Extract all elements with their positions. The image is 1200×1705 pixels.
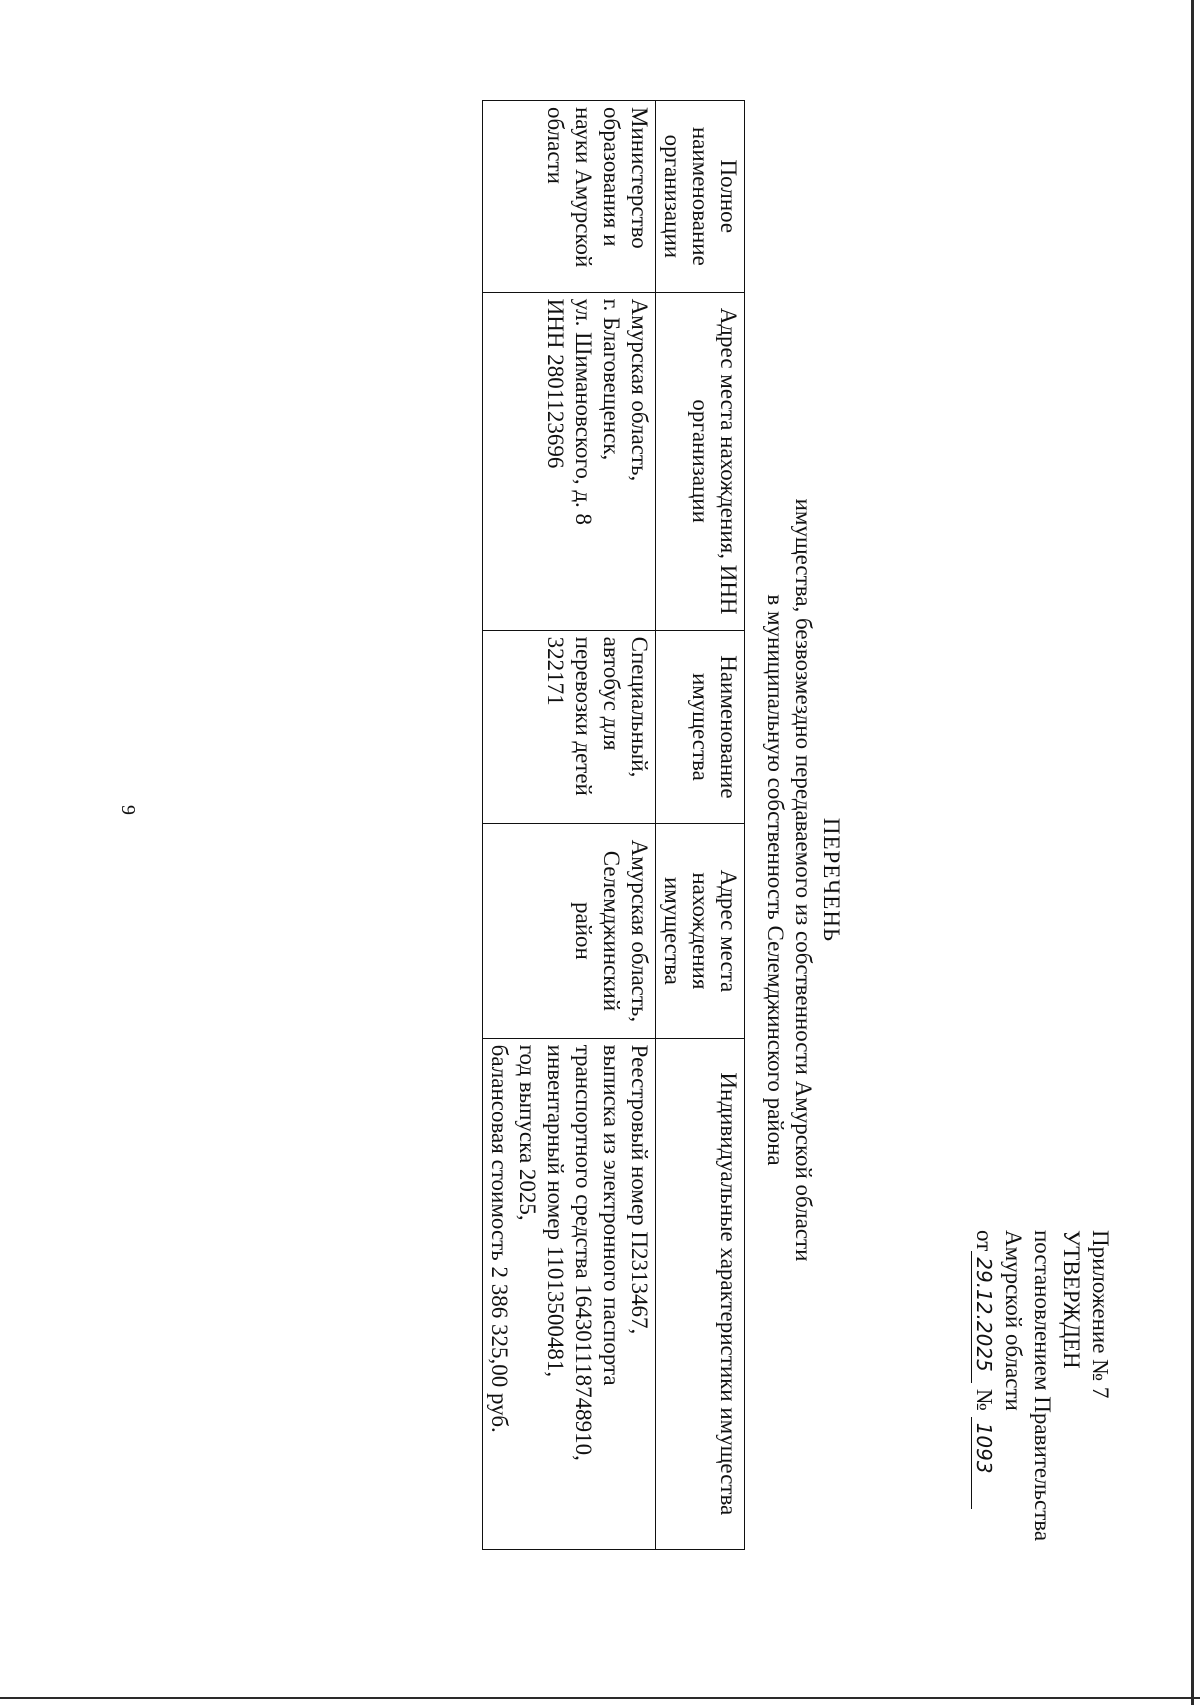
date-number-line <box>970 1230 999 1541</box>
header-org-address: Адрес места нахождения, ИНН организации <box>656 292 745 630</box>
resolution-label: постановлением Правительства <box>1030 1230 1055 1542</box>
document-title <box>761 100 845 1660</box>
header-characteristics: Индивидуальные характеристики имущества <box>656 1038 745 1549</box>
cell-org-address: Амурская область, г. Благовещенск, ул. Шимановского, д. 8 ИНН 2801123696 <box>483 292 656 630</box>
title-heading: ПЕРЕЧЕНЬ <box>819 817 844 943</box>
appendix-block <box>970 1230 1115 1541</box>
page-number: 9 <box>117 805 139 815</box>
title-line-2: в муниципальную собственность Селемджинского района <box>763 594 788 1166</box>
table-header-row <box>656 101 745 1550</box>
handwritten-number: 1093 <box>971 1417 996 1509</box>
handwritten-date: 29.12.2025 <box>971 1251 996 1383</box>
page-right-edge <box>1191 0 1194 1705</box>
approved-label: УТВЕРЖДЕН <box>1059 1230 1084 1369</box>
header-org-name: Полное наименование организации <box>656 101 745 293</box>
rotated-content <box>75 100 1145 1660</box>
cell-property-name: Специальный, автобус для перевозки детей 322171 <box>483 630 656 824</box>
property-table <box>482 100 745 1550</box>
header-property-address: Адрес места нахождения имущества <box>656 824 745 1039</box>
number-prefix: № <box>972 1389 997 1411</box>
title-line-1: имущества, безвозмездно передаваемого из собственности Амурской области <box>791 498 816 1262</box>
appendix-number: Приложение № 7 <box>1088 1230 1113 1399</box>
cell-org-name: Министерство образования и науки Амурской области <box>483 101 656 293</box>
region-label: Амурской области <box>1001 1230 1026 1411</box>
cell-characteristics: Реестровый номер П2313467, выписка из электронного паспорта транспортного средства 164301118748910, инвентарный номер 11013500481, год выпуска 2025, балансовая стоимость 2 386 325,00 руб. <box>483 1038 656 1549</box>
table-row <box>483 101 656 1550</box>
cell-property-address: Амурская область, Селемджинский район <box>483 824 656 1039</box>
header-property-name: Наименование имущества <box>656 630 745 824</box>
page-bottom-edge <box>0 1697 1200 1699</box>
date-prefix: от <box>972 1230 997 1252</box>
